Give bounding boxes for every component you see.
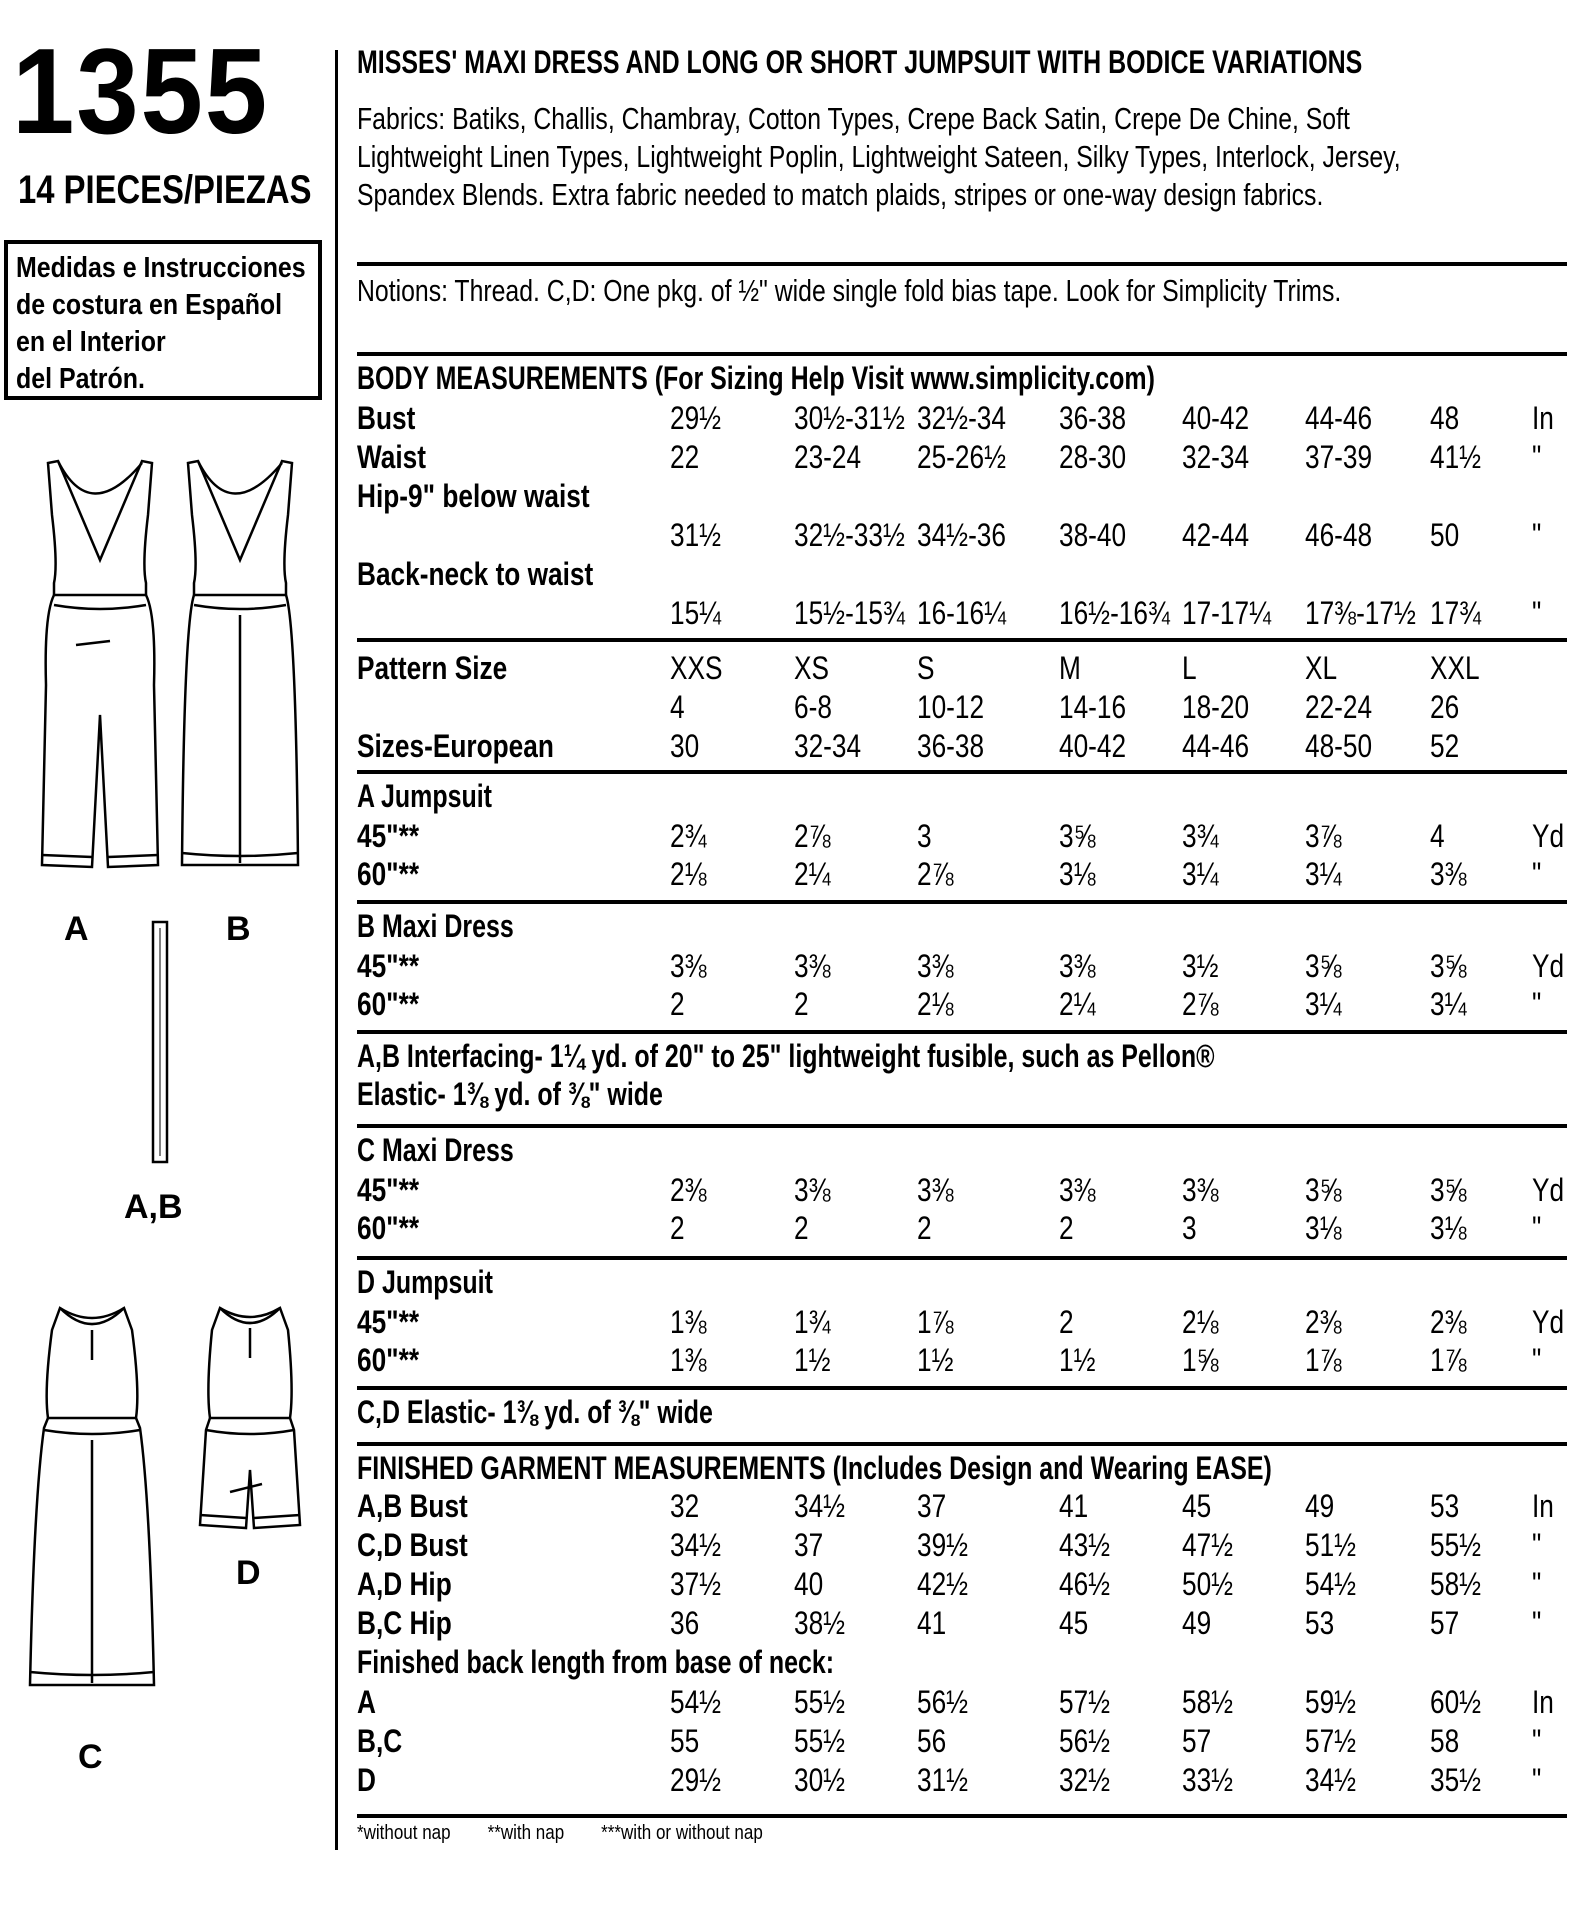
table-cell: 48-50 xyxy=(1305,728,1373,764)
table-cell: 3⅜ xyxy=(917,948,954,984)
view-d-heading: D Jumpsuit xyxy=(357,1264,493,1300)
section-rule xyxy=(357,1124,1567,1128)
table-cell: 57½ xyxy=(1059,1684,1111,1720)
table-cell: 2⅛ xyxy=(670,856,707,892)
row-label: B,C xyxy=(357,1723,403,1759)
unit-cell: In xyxy=(1532,1684,1554,1720)
table-cell: 32½ xyxy=(1059,1762,1111,1798)
fabrics-line: Lightweight Linen Types, Lightweight Poplin, Lightweight Sateen, Silky Types, Interlock, Jersey, xyxy=(357,139,1401,174)
table-cell: 3¼ xyxy=(1305,856,1342,892)
table-cell: 22 xyxy=(670,439,700,475)
table-cell: 1⅜ xyxy=(670,1304,707,1340)
pattern-number: 1355 xyxy=(12,23,270,159)
table-cell: 3⅝ xyxy=(1305,1172,1342,1208)
table-cell: 1⅞ xyxy=(917,1304,954,1340)
pattern-title: MISSES' MAXI DRESS AND LONG OR SHORT JUMPSUIT WITH BODICE VARIATIONS xyxy=(357,44,1363,80)
table-row xyxy=(357,439,1587,477)
unit-cell: " xyxy=(1532,856,1542,892)
spanish-note-box xyxy=(4,240,322,400)
table-cell: 57 xyxy=(1430,1605,1460,1641)
body-measurements-heading: BODY MEASUREMENTS (For Sizing Help Visit www.simplicity.com) xyxy=(357,360,1155,396)
table-cell: XL xyxy=(1305,650,1338,686)
table-cell: 16-16¼ xyxy=(917,595,1006,631)
table-cell: 3⅛ xyxy=(1305,1210,1342,1246)
view-ab-piece xyxy=(148,918,174,1166)
table-cell: 2 xyxy=(917,1210,932,1246)
table-cell: 2¾ xyxy=(670,818,707,854)
table-cell: 56 xyxy=(917,1723,947,1759)
table-row xyxy=(357,948,1587,986)
table-cell: 25-26½ xyxy=(917,439,1006,475)
table-cell: 16½-16¾ xyxy=(1059,595,1170,631)
row-label: 60"** xyxy=(357,986,420,1022)
table-row xyxy=(357,986,1587,1024)
table-cell: 15¼ xyxy=(670,595,722,631)
unit-cell: " xyxy=(1532,1723,1542,1759)
table-cell: 2 xyxy=(1059,1210,1074,1246)
table-cell: 2⅜ xyxy=(1430,1304,1467,1340)
table-cell: 2 xyxy=(670,986,685,1022)
table-cell: 38½ xyxy=(794,1605,846,1641)
table-cell: 15½-15¾ xyxy=(794,595,905,631)
table-cell: 22-24 xyxy=(1305,689,1373,725)
table-cell: 58½ xyxy=(1182,1684,1234,1720)
spanish-note-line: Medidas e Instrucciones xyxy=(16,252,306,284)
table-row xyxy=(357,556,1587,594)
table-cell: 1¾ xyxy=(794,1304,831,1340)
table-cell: S xyxy=(917,650,935,686)
table-cell: 32-34 xyxy=(1182,439,1250,475)
row-label: Hip-9" below waist xyxy=(357,478,590,514)
table-cell: 37 xyxy=(794,1527,824,1563)
table-cell: 40-42 xyxy=(1182,400,1250,436)
table-row xyxy=(357,1762,1587,1800)
table-cell: 51½ xyxy=(1305,1527,1357,1563)
table-cell: 57½ xyxy=(1305,1723,1357,1759)
fabrics-line: Spandex Blends. Extra fabric needed to match plaids, stripes or one-way design fabrics. xyxy=(357,177,1324,212)
table-cell: 50½ xyxy=(1182,1566,1234,1602)
unit-cell: " xyxy=(1532,1342,1542,1378)
table-cell: 55½ xyxy=(794,1684,846,1720)
unit-cell: " xyxy=(1532,595,1542,631)
footnote: ***with or without nap xyxy=(601,1822,763,1844)
row-label: 45"** xyxy=(357,1304,420,1340)
footnote: *without nap xyxy=(357,1822,451,1844)
table-cell: L xyxy=(1182,650,1197,686)
table-cell: 32½-34 xyxy=(917,400,1006,436)
table-cell: 34½ xyxy=(670,1527,722,1563)
view-d-illustration xyxy=(190,1300,310,1540)
table-cell: 55 xyxy=(670,1723,700,1759)
row-label: Bust xyxy=(357,400,416,436)
table-cell: 34½ xyxy=(794,1488,846,1524)
table-cell: 30 xyxy=(670,728,700,764)
table-cell: 18-20 xyxy=(1182,689,1250,725)
table-cell: 3⅝ xyxy=(1430,948,1467,984)
unit-cell: " xyxy=(1532,439,1542,475)
table-cell: 49 xyxy=(1182,1605,1212,1641)
section-rule xyxy=(357,770,1567,774)
table-cell: 3¼ xyxy=(1430,986,1467,1022)
table-cell: 1⅞ xyxy=(1430,1342,1467,1378)
table-cell: 17-17¼ xyxy=(1182,595,1271,631)
back-length-heading: Finished back length from base of neck: xyxy=(357,1644,835,1680)
table-cell: 2 xyxy=(794,986,809,1022)
table-cell: 41 xyxy=(1059,1488,1089,1524)
table-cell: 14-16 xyxy=(1059,689,1127,725)
table-cell: 2⅞ xyxy=(917,856,954,892)
table-cell: 2⅛ xyxy=(1182,1304,1219,1340)
view-b-illustration xyxy=(170,455,310,880)
table-cell: 33½ xyxy=(1182,1762,1234,1798)
section-rule xyxy=(357,1030,1567,1034)
table-row xyxy=(357,856,1587,894)
view-a-heading: A Jumpsuit xyxy=(357,778,492,814)
table-cell: 44-46 xyxy=(1182,728,1250,764)
section-rule xyxy=(357,1256,1567,1260)
unit-cell: " xyxy=(1532,517,1542,553)
table-cell: 3⅝ xyxy=(1305,948,1342,984)
table-cell: 45 xyxy=(1059,1605,1089,1641)
table-cell: 31½ xyxy=(670,517,722,553)
ab-interfacing: A,B Interfacing- 1¼ yd. of 20" to 25" lightweight fusible, such as Pellon® xyxy=(357,1038,1215,1074)
table-cell: 17¾ xyxy=(1430,595,1482,631)
table-cell: 2⅞ xyxy=(1182,986,1219,1022)
table-cell: 2 xyxy=(794,1210,809,1246)
table-cell: 1⅞ xyxy=(1305,1342,1342,1378)
unit-cell: " xyxy=(1532,1566,1542,1602)
view-c-heading: C Maxi Dress xyxy=(357,1132,514,1168)
table-cell: 2¼ xyxy=(794,856,831,892)
ab-elastic: Elastic- 1⅜ yd. of ⅜" wide xyxy=(357,1076,663,1112)
section-rule xyxy=(357,1386,1567,1390)
table-cell: 26 xyxy=(1430,689,1460,725)
unit-cell: Yd xyxy=(1532,948,1565,984)
table-row xyxy=(357,517,1587,555)
row-label: A xyxy=(357,1684,376,1720)
section-rule xyxy=(357,638,1567,642)
table-cell: 50 xyxy=(1430,517,1460,553)
section-rule xyxy=(357,900,1567,904)
section-rule xyxy=(357,1814,1567,1818)
table-cell: 45 xyxy=(1182,1488,1212,1524)
table-cell: 2⅞ xyxy=(794,818,831,854)
table-cell: 58½ xyxy=(1430,1566,1482,1602)
table-row xyxy=(357,1566,1587,1604)
table-cell: 32 xyxy=(670,1488,700,1524)
table-cell: 3 xyxy=(917,818,932,854)
table-cell: XXS xyxy=(670,650,723,686)
table-cell: 3⅜ xyxy=(1059,948,1096,984)
spanish-note-line: en el Interior xyxy=(16,326,166,358)
table-cell: 53 xyxy=(1430,1488,1460,1524)
table-cell: 41 xyxy=(917,1605,947,1641)
table-cell: 55½ xyxy=(1430,1527,1482,1563)
table-cell: 34½-36 xyxy=(917,517,1006,553)
table-cell: 29½ xyxy=(670,400,722,436)
table-cell: 58 xyxy=(1430,1723,1460,1759)
row-label: 45"** xyxy=(357,818,420,854)
table-cell: 1½ xyxy=(1059,1342,1096,1378)
table-row xyxy=(357,1527,1587,1565)
table-cell: 56½ xyxy=(1059,1723,1111,1759)
table-cell: 2⅜ xyxy=(1305,1304,1342,1340)
table-cell: 3⅛ xyxy=(1059,856,1096,892)
table-cell: 3⅝ xyxy=(1430,1172,1467,1208)
table-cell: 3¾ xyxy=(1182,818,1219,854)
table-row xyxy=(357,1723,1587,1761)
table-cell: 3⅜ xyxy=(1182,1172,1219,1208)
table-cell: 36-38 xyxy=(917,728,985,764)
table-cell: 55½ xyxy=(794,1723,846,1759)
table-cell: 17⅜-17½ xyxy=(1305,595,1416,631)
table-cell: 44-46 xyxy=(1305,400,1373,436)
table-cell: 1½ xyxy=(917,1342,954,1378)
table-row xyxy=(357,595,1587,633)
table-cell: 3⅜ xyxy=(794,948,831,984)
view-label-a: A xyxy=(64,910,89,948)
table-row xyxy=(357,1210,1587,1248)
table-cell: 35½ xyxy=(1430,1762,1482,1798)
table-cell: 3⅜ xyxy=(1430,856,1467,892)
table-cell: 54½ xyxy=(1305,1566,1357,1602)
table-cell: 31½ xyxy=(917,1762,969,1798)
unit-cell: Yd xyxy=(1532,1172,1565,1208)
table-cell: 3¼ xyxy=(1305,986,1342,1022)
view-c-illustration xyxy=(22,1300,162,1700)
table-cell: XXL xyxy=(1430,650,1480,686)
row-label: Pattern Size xyxy=(357,650,508,686)
table-cell: 36 xyxy=(670,1605,700,1641)
table-cell: 53 xyxy=(1305,1605,1335,1641)
table-cell: 3⅜ xyxy=(670,948,707,984)
view-label-b: B xyxy=(226,910,251,948)
table-cell: 3⅛ xyxy=(1430,1210,1467,1246)
table-cell: 34½ xyxy=(1305,1762,1357,1798)
table-cell: 40-42 xyxy=(1059,728,1127,764)
row-label: B,C Hip xyxy=(357,1605,452,1641)
section-rule xyxy=(357,262,1567,266)
table-cell: 2 xyxy=(1059,1304,1074,1340)
table-cell: 3⅜ xyxy=(1059,1172,1096,1208)
table-row xyxy=(357,1172,1587,1210)
table-cell: 2⅜ xyxy=(670,1172,707,1208)
view-label-c: C xyxy=(78,1738,103,1776)
table-cell: 42½ xyxy=(917,1566,969,1602)
table-cell: 28-30 xyxy=(1059,439,1127,475)
row-label: D xyxy=(357,1762,376,1798)
row-label: 60"** xyxy=(357,1210,420,1246)
table-cell: 3⅜ xyxy=(794,1172,831,1208)
unit-cell: In xyxy=(1532,1488,1554,1524)
view-b-heading: B Maxi Dress xyxy=(357,908,514,944)
table-row xyxy=(357,1605,1587,1643)
row-label: 60"** xyxy=(357,1342,420,1378)
row-label: Waist xyxy=(357,439,427,475)
table-cell: 37 xyxy=(917,1488,947,1524)
section-rule xyxy=(357,1442,1567,1446)
table-row xyxy=(357,1342,1587,1380)
table-cell: 1½ xyxy=(794,1342,831,1378)
table-cell: 42-44 xyxy=(1182,517,1250,553)
table-row xyxy=(357,400,1587,438)
table-cell: 1⅝ xyxy=(1182,1342,1219,1378)
table-cell: 39½ xyxy=(917,1527,969,1563)
section-rule xyxy=(357,352,1567,356)
unit-cell: " xyxy=(1532,1527,1542,1563)
table-cell: 54½ xyxy=(670,1684,722,1720)
table-cell: 56½ xyxy=(917,1684,969,1720)
table-cell: XS xyxy=(794,650,830,686)
table-cell: 2⅛ xyxy=(917,986,954,1022)
table-cell: M xyxy=(1059,650,1081,686)
table-cell: 3 xyxy=(1182,1210,1197,1246)
table-row xyxy=(357,818,1587,856)
unit-cell: " xyxy=(1532,1605,1542,1641)
view-label-ab: A,B xyxy=(124,1188,183,1226)
table-cell: 49 xyxy=(1305,1488,1335,1524)
unit-cell: " xyxy=(1532,986,1542,1022)
footnotes xyxy=(357,1822,795,1845)
table-row xyxy=(357,1488,1587,1526)
table-cell: 2 xyxy=(670,1210,685,1246)
table-cell: 3⅞ xyxy=(1305,818,1342,854)
table-cell: 36-38 xyxy=(1059,400,1127,436)
unit-cell: In xyxy=(1532,400,1554,436)
table-cell: 46-48 xyxy=(1305,517,1373,553)
table-cell: 2¼ xyxy=(1059,986,1096,1022)
row-label: Sizes-European xyxy=(357,728,554,764)
table-cell: 59½ xyxy=(1305,1684,1357,1720)
table-cell: 48 xyxy=(1430,400,1460,436)
view-label-d: D xyxy=(236,1554,261,1592)
spanish-note-line: del Patrón. xyxy=(16,363,145,395)
table-cell: 30½ xyxy=(794,1762,846,1798)
table-cell: 57 xyxy=(1182,1723,1212,1759)
column-divider xyxy=(335,50,338,1850)
table-cell: 30½-31½ xyxy=(794,400,905,436)
table-row xyxy=(357,728,1587,766)
row-label: 45"** xyxy=(357,1172,420,1208)
footnote: **with nap xyxy=(487,1822,565,1844)
table-cell: 3½ xyxy=(1182,948,1219,984)
left-column xyxy=(0,0,330,1918)
finished-measurements-heading: FINISHED GARMENT MEASUREMENTS (Includes Design and Wearing EASE) xyxy=(357,1450,1272,1486)
table-row xyxy=(357,478,1587,516)
table-cell: 1⅜ xyxy=(670,1342,707,1378)
unit-cell: Yd xyxy=(1532,1304,1565,1340)
table-cell: 37-39 xyxy=(1305,439,1373,475)
table-cell: 38-40 xyxy=(1059,517,1127,553)
table-cell: 3¼ xyxy=(1182,856,1219,892)
table-cell: 41½ xyxy=(1430,439,1482,475)
table-cell: 46½ xyxy=(1059,1566,1111,1602)
spanish-note-line: de costura en Español xyxy=(16,289,283,321)
table-cell: 3⅝ xyxy=(1059,818,1096,854)
unit-cell: Yd xyxy=(1532,818,1565,854)
table-cell: 52 xyxy=(1430,728,1460,764)
table-cell: 10-12 xyxy=(917,689,985,725)
table-cell: 23-24 xyxy=(794,439,862,475)
fabrics-line: Fabrics: Batiks, Challis, Chambray, Cotton Types, Crepe Back Satin, Crepe De Chine, Soft xyxy=(357,101,1350,136)
table-cell: 6-8 xyxy=(794,689,832,725)
table-cell: 3⅜ xyxy=(917,1172,954,1208)
table-cell: 4 xyxy=(1430,818,1445,854)
table-cell: 40 xyxy=(794,1566,824,1602)
table-cell: 4 xyxy=(670,689,685,725)
table-cell: 37½ xyxy=(670,1566,722,1602)
unit-cell: " xyxy=(1532,1762,1542,1798)
table-cell: 43½ xyxy=(1059,1527,1111,1563)
notions-line: Notions: Thread. C,D: One pkg. of ½" wide single fold bias tape. Look for Simplicity Trims. xyxy=(357,273,1342,308)
view-a-illustration xyxy=(30,455,170,880)
row-label: 60"** xyxy=(357,856,420,892)
pieces-count: 14 PIECES/PIEZAS xyxy=(18,168,312,212)
cd-elastic: C,D Elastic- 1⅜ yd. of ⅜" wide xyxy=(357,1394,713,1430)
table-cell: 29½ xyxy=(670,1762,722,1798)
table-row xyxy=(357,650,1587,688)
table-cell: 47½ xyxy=(1182,1527,1234,1563)
table-row xyxy=(357,1304,1587,1342)
table-cell: 32-34 xyxy=(794,728,862,764)
table-cell: 60½ xyxy=(1430,1684,1482,1720)
row-label: 45"** xyxy=(357,948,420,984)
row-label: C,D Bust xyxy=(357,1527,468,1563)
table-cell: 32½-33½ xyxy=(794,517,905,553)
unit-cell: " xyxy=(1532,1210,1542,1246)
row-label: Back-neck to waist xyxy=(357,556,594,592)
table-row xyxy=(357,1684,1587,1722)
row-label: A,D Hip xyxy=(357,1566,452,1602)
row-label: A,B Bust xyxy=(357,1488,468,1524)
table-row xyxy=(357,689,1587,727)
